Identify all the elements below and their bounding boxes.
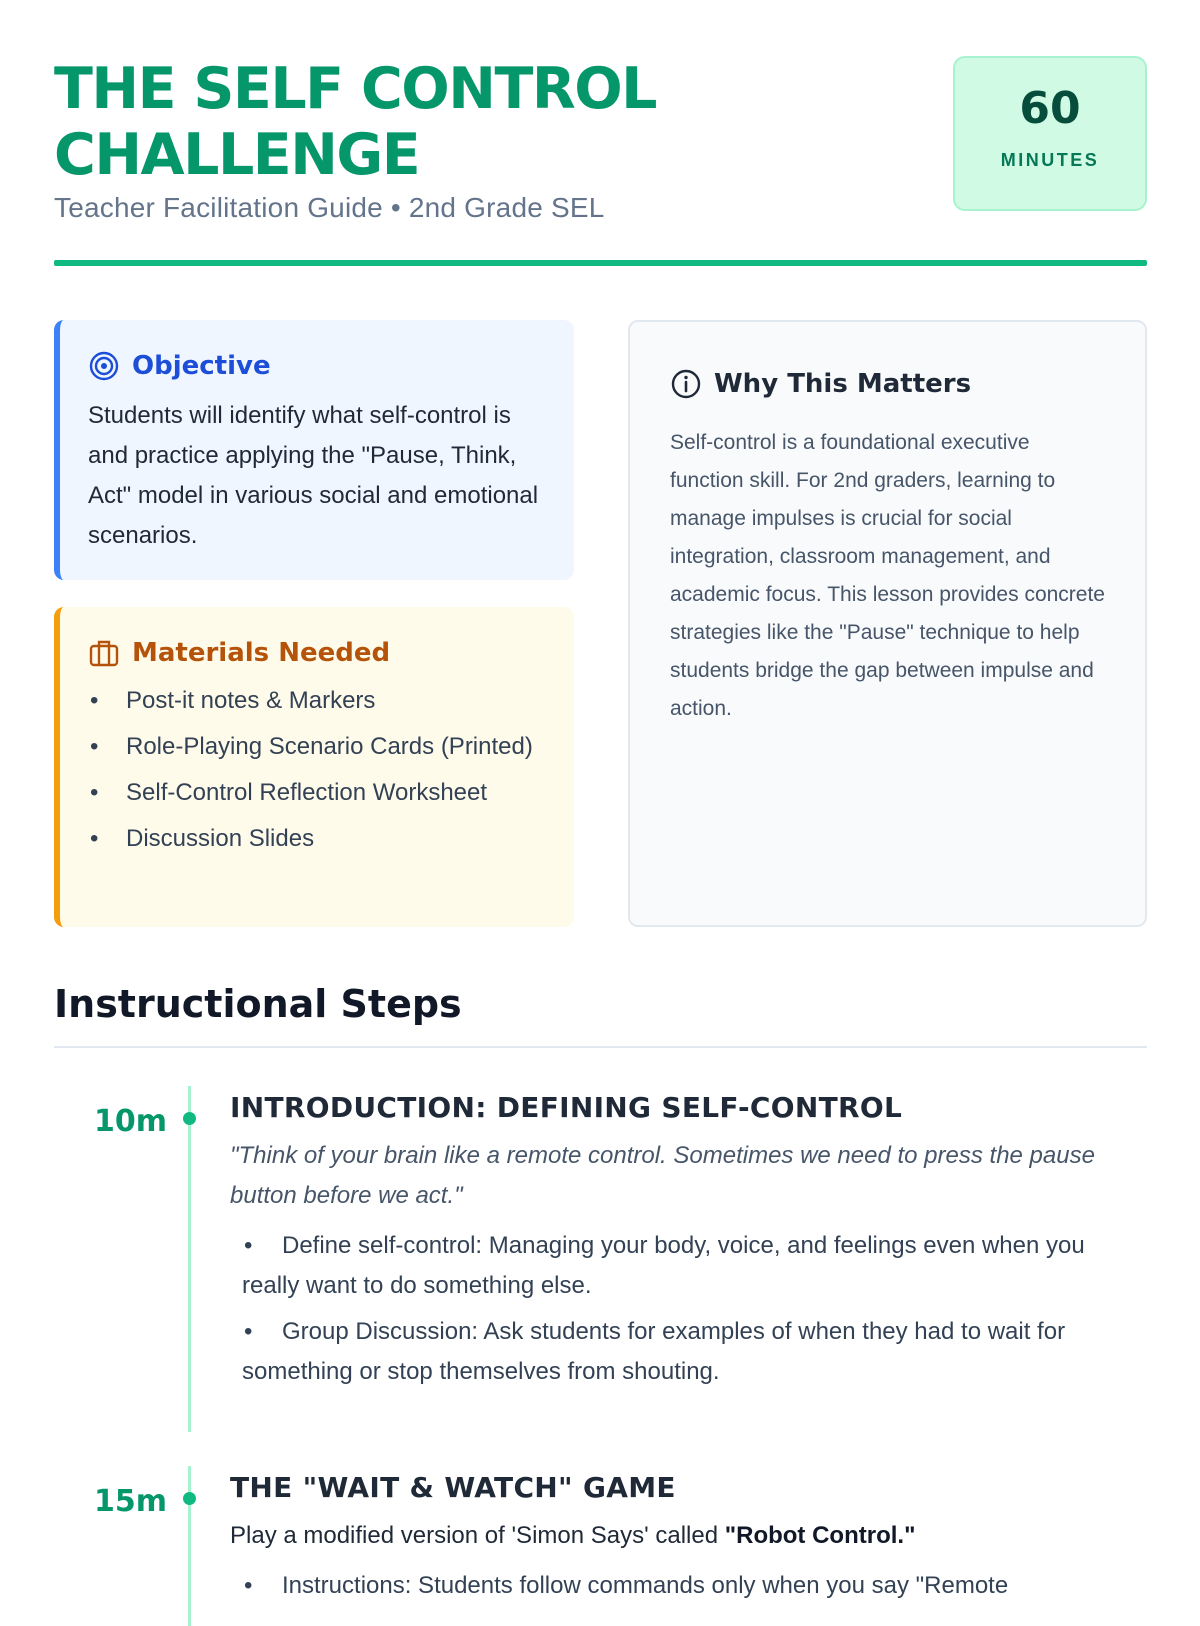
info-icon bbox=[670, 368, 702, 400]
why-heading: Why This Matters bbox=[714, 369, 972, 399]
duration-badge bbox=[953, 56, 1147, 211]
title-line-1: THE SELF CONTROL bbox=[54, 56, 656, 122]
page-title bbox=[54, 56, 754, 188]
list-item: • Self-Control Reflection Worksheet bbox=[90, 779, 488, 806]
step-bullets bbox=[242, 1226, 1135, 1392]
material-item: Discussion Slides bbox=[126, 825, 315, 852]
step-text: Play a modified version of 'Simon Says' called bbox=[230, 1522, 725, 1549]
material-item: Self-Control Reflection Worksheet bbox=[126, 779, 488, 806]
materials-list bbox=[88, 681, 544, 859]
objective-header bbox=[88, 348, 544, 384]
step-bullet-text: Group Discussion: Ask students for examples of when they had to wait for something or stop themselves from shouting. bbox=[242, 1318, 1066, 1385]
why-text: Self-control is a foundational executive function skill. For 2nd graders, learning to manage impulses is crucial for social integration, classroom management, and academic focus. This lesson provides concrete strategies like the "Pause" technique to help students bridge the gap between impulse and action. bbox=[670, 431, 1105, 720]
material-item: Role-Playing Scenario Cards (Printed) bbox=[126, 733, 533, 760]
list-item: • Define self-control: Managing your body, voice, and feelings even when you really want to do something else. bbox=[242, 1232, 1085, 1299]
step-title: INTRODUCTION: DEFINING SELF-CONTROL bbox=[230, 1091, 903, 1124]
header-divider bbox=[54, 260, 1147, 266]
header bbox=[54, 56, 1147, 276]
materials-card bbox=[54, 607, 574, 927]
step-content bbox=[230, 1466, 1135, 1612]
list-item: • Role-Playing Scenario Cards (Printed) bbox=[90, 733, 533, 760]
step-description bbox=[230, 1516, 1135, 1556]
step-title: THE "WAIT & WATCH" GAME bbox=[230, 1471, 676, 1504]
step-duration: 15m bbox=[94, 1484, 168, 1519]
list-item: • Group Discussion: Ask students for examples of when they had to wait for something or stop themselves from shouting. bbox=[242, 1318, 1066, 1385]
briefcase-icon bbox=[88, 637, 120, 669]
page-subtitle: Teacher Facilitation Guide • 2nd Grade SEL bbox=[54, 192, 605, 223]
list-item: • Post-it notes & Markers bbox=[90, 687, 376, 714]
step-bullet-text: Instructions: Students follow commands only when you say "Remote bbox=[282, 1572, 1009, 1599]
duration-unit: MINUTES bbox=[1000, 150, 1100, 170]
why-card bbox=[628, 320, 1147, 927]
step-item bbox=[54, 1086, 1147, 1432]
step-duration: 10m bbox=[94, 1104, 168, 1139]
step-bullet-text: Define self-control: Managing your body, voice, and feelings even when you really want to do something else. bbox=[242, 1232, 1085, 1299]
list-item: • Instructions: Students follow commands only when you say "Remote bbox=[244, 1572, 1009, 1599]
objective-text: Students will identify what self-control is and practice applying the "Pause, Think, Act" model in various social and emotional scenarios. bbox=[88, 402, 539, 549]
steps-heading: Instructional Steps bbox=[54, 982, 462, 1026]
materials-heading: Materials Needed bbox=[132, 638, 391, 668]
step-emphasis: "Robot Control." bbox=[724, 1522, 916, 1549]
steps-divider bbox=[54, 1046, 1147, 1048]
title-line-2: CHALLENGE bbox=[54, 122, 420, 188]
step-item bbox=[54, 1466, 1147, 1626]
target-icon bbox=[88, 350, 120, 382]
material-item: Post-it notes & Markers bbox=[126, 687, 376, 714]
why-header bbox=[670, 366, 1105, 402]
step-quote: "Think of your brain like a remote control. Sometimes we need to press the pause button before we act." bbox=[230, 1142, 1095, 1209]
objective-heading: Objective bbox=[132, 351, 271, 381]
step-content bbox=[230, 1086, 1135, 1398]
materials-header bbox=[88, 635, 544, 671]
list-item: • Discussion Slides bbox=[90, 825, 315, 852]
objective-card bbox=[54, 320, 574, 580]
step-bullets bbox=[242, 1566, 1135, 1606]
duration-value: 60 bbox=[1019, 83, 1081, 134]
